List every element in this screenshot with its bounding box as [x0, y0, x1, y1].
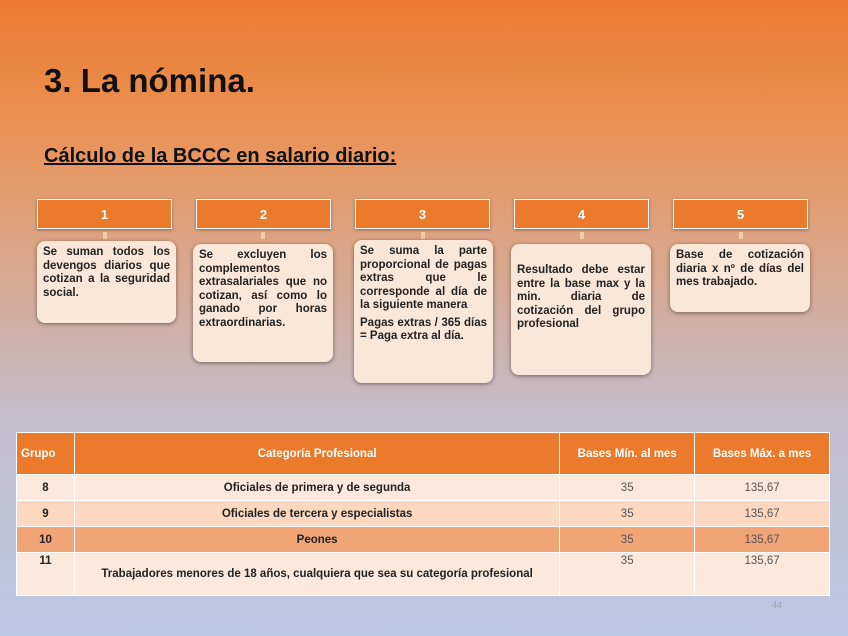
step-2-header: 2 [196, 199, 331, 229]
cell-max: 135,67 [695, 501, 830, 527]
header-bases-min: Bases Mín. al mes [560, 433, 695, 475]
step-1-header: 1 [37, 199, 172, 229]
cell-min: 35 [560, 527, 695, 553]
step-1-text: Se suman todos los devengos diarios que cotizan a la seguridad social. [43, 246, 170, 299]
step-3-text: Se suma la parte proporcional de pagas extras que le corresponde al día de la siguiente manera [360, 245, 487, 312]
step-4-connector [580, 232, 584, 239]
step-2-box [193, 244, 333, 362]
header-bases-max: Bases Máx. a mes [695, 433, 830, 475]
cell-categoria: Peones [74, 527, 559, 553]
cell-max: 135,67 [695, 475, 830, 501]
step-4-text: Resultado debe estar entre la base max y la min. diaria de cotización del grupo profesional [517, 264, 645, 331]
slide-title: 3. La nómina. [44, 62, 255, 99]
table-row [17, 527, 830, 553]
step-5-connector [739, 232, 743, 239]
cell-max: 135,67 [695, 553, 830, 596]
header-grupo: Grupo [17, 433, 75, 475]
step-3-connector [421, 232, 425, 239]
contribution-bases-table [16, 432, 830, 596]
table-row [17, 475, 830, 501]
table-row [17, 553, 830, 596]
page-number: 44 [771, 600, 782, 610]
table-header-row [17, 433, 830, 475]
step-5-text: Base de cotización diaria x nº de días del mes trabajado. [676, 249, 804, 289]
step-3-header: 3 [355, 199, 490, 229]
cell-grupo: 9 [17, 501, 75, 527]
cell-min: 35 [560, 475, 695, 501]
cell-categoria: Oficiales de tercera y especialistas [74, 501, 559, 527]
cell-categoria: Trabajadores menores de 18 años, cualquiera que sea su categoría profesional [74, 553, 559, 596]
step-1-box [37, 241, 176, 323]
cell-min: 35 [560, 553, 695, 596]
step-3-formula: Pagas extras / 365 días = Paga extra al día. [360, 316, 487, 343]
step-4-header: 4 [514, 199, 649, 229]
cell-grupo: 11 [17, 553, 75, 596]
cell-categoria: Oficiales de primera y de segunda [74, 475, 559, 501]
slide-subtitle: Cálculo de la BCCC en salario diario: [44, 145, 397, 167]
step-5-header: 5 [673, 199, 808, 229]
cell-grupo: 10 [17, 527, 75, 553]
step-2-text: Se excluyen los complementos extrasalariales que no cotizan, así como lo ganado por horas extraordinarias. [199, 249, 327, 329]
step-3-box [354, 240, 493, 383]
table-row [17, 501, 830, 527]
cell-max: 135,67 [695, 527, 830, 553]
step-4-box [511, 244, 651, 375]
step-2-connector [261, 232, 265, 239]
step-5-box [670, 244, 810, 312]
cell-grupo: 8 [17, 475, 75, 501]
header-categoria: Categoría Profesional [74, 433, 559, 475]
step-1-connector [103, 232, 107, 239]
cell-min: 35 [560, 501, 695, 527]
